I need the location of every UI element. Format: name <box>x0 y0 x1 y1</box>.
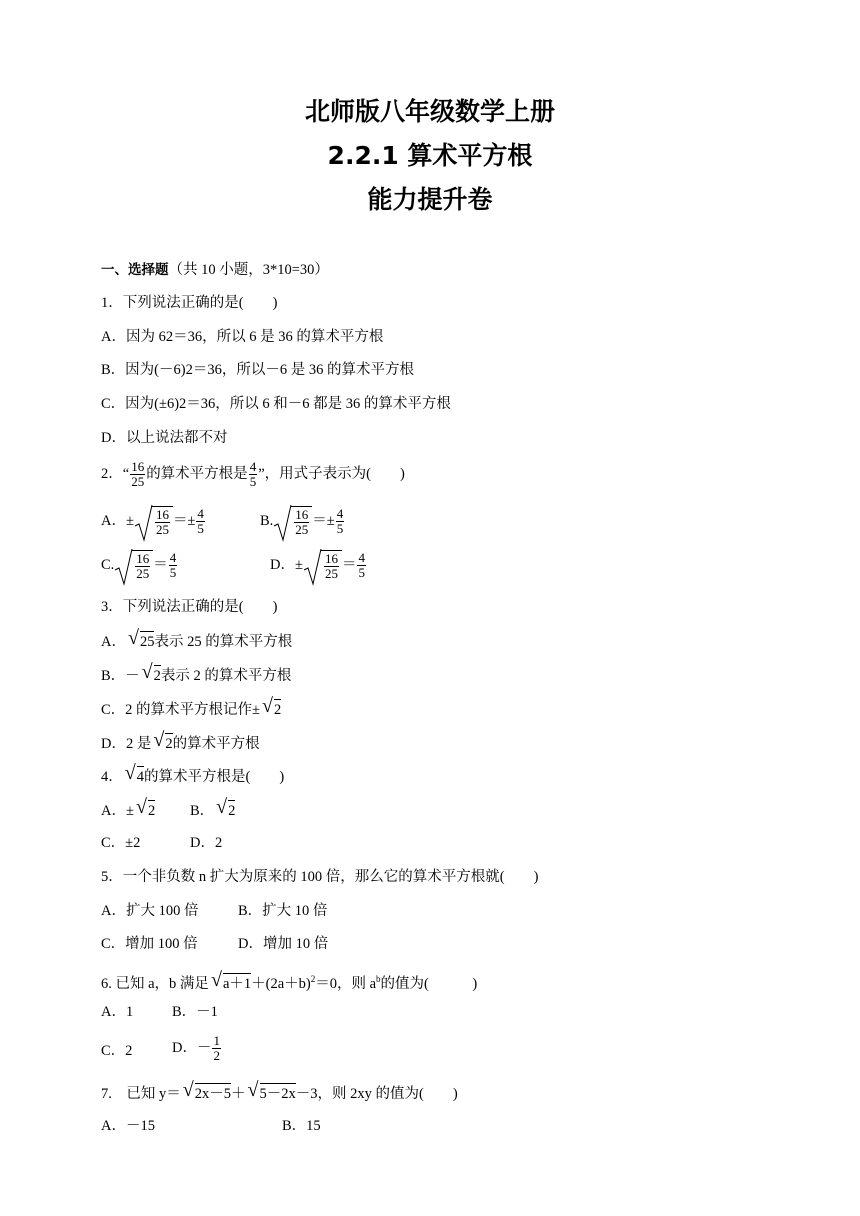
q4-a-radical <box>135 796 156 820</box>
q3-b-radical <box>141 661 161 685</box>
radical-sign-icon: √ <box>247 1079 259 1101</box>
q3-a-text: 表示 25 的算术平方根 <box>154 634 293 650</box>
q2-a-res-num: 4 <box>197 506 204 521</box>
q5-option-d: D．增加 10 倍 <box>238 936 329 952</box>
q3-d-label: D．2 是 <box>101 736 152 752</box>
q3-d-radical <box>153 729 173 753</box>
q4-radicand: 4 <box>137 766 144 786</box>
radical-sign-icon: √ <box>127 627 139 649</box>
q4-radical <box>124 762 144 786</box>
q1-option-b: B．因为(－6)2＝36，所以－6 是 36 的算术平方根 <box>101 362 414 378</box>
q2-stem <box>101 460 405 489</box>
q4-option-d: D．2 <box>190 835 223 851</box>
q2-d-radical <box>303 550 342 581</box>
q7-radicand-1: 2x－5 <box>195 1083 231 1103</box>
q2-b-radicand <box>294 508 309 537</box>
q3-b-radicand: 2 <box>154 665 161 685</box>
q7-stem <box>101 1079 458 1103</box>
q2-frac1-num: 16 <box>131 459 145 474</box>
q3-a-label: A． <box>101 634 126 650</box>
q2-b-label: B. <box>260 512 274 529</box>
q2-frac2-den: 5 <box>249 474 257 489</box>
q6-tail1: ＝0，则 a <box>315 975 377 992</box>
q6-exponent-b: b <box>376 974 381 984</box>
q4-a-radicand: 2 <box>148 800 155 820</box>
q3-c-radical <box>262 695 282 719</box>
q3-option-b <box>101 661 292 685</box>
q6-tail2: 的值为( ) <box>380 975 478 992</box>
q2-b-radical <box>273 506 312 537</box>
q6-head: 6. 已知 a，b 满足 <box>101 975 209 992</box>
q7-head: 7. 已知 y＝ <box>101 1086 181 1102</box>
q5-stem: 5．一个非负数 n 扩大为原来的 100 倍，那么它的算术平方根就( ) <box>101 869 539 885</box>
q4-stem <box>101 762 285 786</box>
q2-option-b <box>260 506 345 537</box>
q2-d-rad-den: 25 <box>324 566 338 581</box>
q7-tail: －3，则 2xy 的值为( ) <box>295 1086 458 1102</box>
radical-sign-icon: √ <box>262 695 273 717</box>
q4-stem-tail: 的算术平方根是( ) <box>144 769 285 785</box>
q2-b-eq: ＝± <box>312 512 335 529</box>
q2-b-rad-den: 25 <box>295 522 309 537</box>
q3-option-a <box>101 627 293 651</box>
q5-option-a: A．扩大 100 倍 <box>101 903 199 919</box>
radical-sign-icon: √ <box>153 729 165 751</box>
q1-stem: 1．下列说法正确的是( ) <box>101 295 278 311</box>
q6-radical <box>210 968 252 993</box>
q2-option-d <box>270 550 367 581</box>
section-label: 一、选择题 <box>101 262 169 278</box>
q6-mid: ＋(2a＋b) <box>251 975 311 992</box>
q2-option-c <box>101 550 178 581</box>
radical-sign-icon: √ <box>216 796 228 818</box>
q3-a-radical <box>127 627 155 651</box>
q3-d-text: 的算术平方根 <box>172 736 260 752</box>
q2-a-label: A．± <box>101 512 134 529</box>
q2-a-eq: ＝± <box>172 512 196 529</box>
q5-option-b: B．扩大 10 倍 <box>238 903 328 919</box>
q2-c-result <box>169 551 178 580</box>
q3-stem: 3．下列说法正确的是( ) <box>101 599 278 615</box>
q2-prefix: 2．“ <box>101 465 130 482</box>
q2-b-rad-num: 16 <box>295 507 309 522</box>
q2-suffix: ”，用式子表示为( ) <box>258 465 405 482</box>
q2-c-res-num: 4 <box>169 550 177 565</box>
q2-d-rad-num: 16 <box>324 551 338 566</box>
q2-c-rad-num: 16 <box>136 551 150 566</box>
q4-option-b <box>190 796 236 820</box>
q7-option-b: B．15 <box>282 1118 321 1134</box>
q6-stem <box>101 970 477 993</box>
section-note: （共 10 小题，3*10=30） <box>168 262 329 278</box>
q3-option-d <box>101 729 260 753</box>
doc-title: 北师版八年级数学上册 <box>304 97 555 126</box>
q2-frac2-num: 4 <box>249 459 257 474</box>
q6-d-num: 1 <box>213 1033 220 1048</box>
q2-c-label: C. <box>101 556 115 573</box>
q6-option-c: C．2 <box>101 1043 133 1059</box>
q6-option-b: B．－1 <box>172 1004 218 1020</box>
q2-d-radicand <box>324 552 339 581</box>
q2-c-res-den: 5 <box>169 565 177 580</box>
q2-b-res-den: 5 <box>336 521 344 536</box>
radical-sign-icon <box>273 504 293 542</box>
q2-a-rad-den: 25 <box>155 522 169 537</box>
radical-sign-icon: √ <box>135 796 147 818</box>
radical-sign-icon: √ <box>141 661 153 683</box>
q7-radical-2 <box>247 1079 296 1103</box>
q6-exponent-2: 2 <box>310 974 316 984</box>
q2-d-eq: ＝ <box>341 556 357 573</box>
q2-b-result <box>336 507 345 536</box>
q7-option-a: A．－15 <box>101 1118 155 1134</box>
q4-b-radical <box>216 796 236 820</box>
q3-c-radicand: 2 <box>274 699 281 719</box>
q2-d-result <box>357 551 366 580</box>
q2-fraction-2 <box>249 460 258 489</box>
q2-a-result <box>196 507 205 536</box>
q1-option-a: A．因为 62＝36，所以 6 是 36 的算术平方根 <box>101 329 384 345</box>
q2-d-res-den: 5 <box>358 565 365 580</box>
q4-number: 4． <box>101 769 123 785</box>
q2-a-radical <box>134 506 173 537</box>
q3-d-radicand: 2 <box>165 733 172 753</box>
q6-d-den: 2 <box>213 1048 220 1063</box>
q6-d-fraction <box>212 1034 221 1063</box>
doc-subtitle-2: 能力提升卷 <box>367 185 493 214</box>
q2-a-radicand <box>155 508 170 537</box>
q2-frac1-den: 25 <box>131 474 145 489</box>
q5-option-c: C．增加 100 倍 <box>101 936 198 952</box>
q1-option-c: C．因为(±6)2＝36，所以 6 和－6 都是 36 的算术平方根 <box>101 396 451 412</box>
q7-plus: ＋ <box>231 1086 246 1102</box>
section-heading <box>101 261 329 279</box>
q2-a-rad-num: 16 <box>155 507 169 522</box>
q4-option-c: C．±2 <box>101 835 141 851</box>
doc-subtitle: 2.2.1 算术平方根 <box>327 141 533 170</box>
q6-option-a: A．1 <box>101 1004 134 1020</box>
q3-b-text: 表示 2 的算术平方根 <box>160 668 292 684</box>
q6-d-label: D．－ <box>172 1039 212 1056</box>
q4-b-radicand: 2 <box>228 800 235 820</box>
q2-fraction-1 <box>130 460 145 489</box>
q7-radicand-2: 5－2x <box>260 1083 296 1103</box>
radical-sign-icon: √ <box>182 1079 194 1101</box>
radical-sign-icon <box>303 548 323 586</box>
q3-option-c <box>101 695 282 719</box>
q2-c-eq: ＝ <box>153 556 168 573</box>
q4-a-label: A．± <box>101 803 134 819</box>
radical-sign-icon <box>114 548 134 586</box>
radical-sign-icon <box>134 504 154 542</box>
q2-c-radical <box>114 550 153 581</box>
q2-a-res-den: 5 <box>197 521 204 536</box>
q2-c-radicand <box>135 552 150 581</box>
q1-option-d: D．以上说法都不对 <box>101 430 228 446</box>
q4-option-a <box>101 796 156 820</box>
q3-b-label: B．－ <box>101 668 140 684</box>
radical-sign-icon: √ <box>124 762 136 784</box>
q7-radical-1 <box>182 1079 231 1103</box>
q2-option-a <box>101 506 206 537</box>
radical-sign-icon: √ <box>210 968 222 991</box>
q2-mid: 的算术平方根是 <box>146 465 248 482</box>
q6-radicand: a＋1 <box>223 973 251 993</box>
q3-c-label: C．2 的算术平方根记作± <box>101 702 261 718</box>
q3-a-radicand: 25 <box>140 631 155 651</box>
q4-b-label: B． <box>190 803 215 819</box>
q2-d-label: D．± <box>270 556 303 573</box>
q2-b-res-num: 4 <box>336 506 344 521</box>
q2-c-rad-den: 25 <box>136 566 150 581</box>
q2-d-res-num: 4 <box>358 550 365 565</box>
q6-option-d <box>172 1034 222 1063</box>
